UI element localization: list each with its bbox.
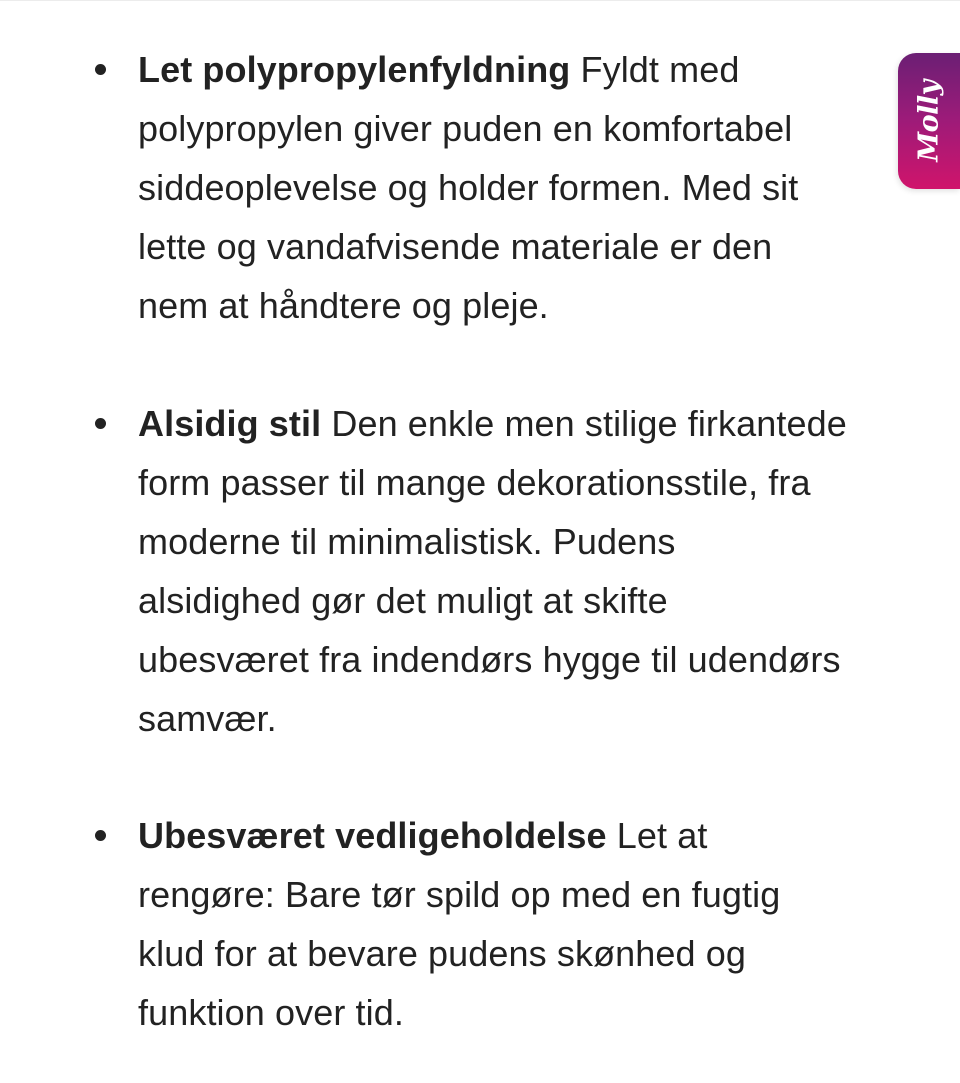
- molly-assistant-tab[interactable]: [898, 53, 960, 189]
- feature-text: rengøre: Bare tør spild op med en fugtig: [138, 874, 781, 915]
- feature-title: Let polypropylenfyldning: [138, 49, 571, 90]
- feature-text: form passer til mange dekorationsstile, fra: [138, 462, 811, 503]
- bullet-icon: [95, 418, 106, 429]
- feature-text: ubesværet fra indendørs hygge til udendørs: [138, 639, 841, 680]
- feature-item-filling: [138, 40, 928, 335]
- feature-text: Den enkle men stilige firkantede: [331, 403, 847, 444]
- feature-item-style: [138, 394, 928, 748]
- bullet-icon: [95, 830, 106, 841]
- feature-text: klud for at bevare pudens skønhed og: [138, 933, 746, 974]
- feature-item-maintenance: [138, 806, 928, 1042]
- molly-logo-text: Molly: [913, 80, 945, 162]
- feature-first-line: [138, 394, 928, 453]
- bullet-icon: [95, 64, 106, 75]
- feature-text: samvær.: [138, 698, 277, 739]
- feature-text: moderne til minimalistisk. Pudens: [138, 521, 676, 562]
- feature-text: Fyldt med: [580, 49, 740, 90]
- feature-text: alsidighed gør det muligt at skifte: [138, 580, 668, 621]
- feature-text: lette og vandafvisende materiale er den: [138, 226, 773, 267]
- feature-text: polypropylen giver puden en komfortabel: [138, 108, 793, 149]
- feature-first-line: [138, 806, 928, 865]
- feature-text: nem at håndtere og pleje.: [138, 285, 549, 326]
- feature-title: Alsidig stil: [138, 403, 322, 444]
- feature-text: siddeoplevelse og holder formen. Med sit: [138, 167, 799, 208]
- feature-text: funktion over tid.: [138, 992, 404, 1033]
- feature-title: Ubesværet vedligeholdelse: [138, 815, 607, 856]
- feature-text: Let at: [616, 815, 708, 856]
- feature-first-line: [138, 40, 928, 99]
